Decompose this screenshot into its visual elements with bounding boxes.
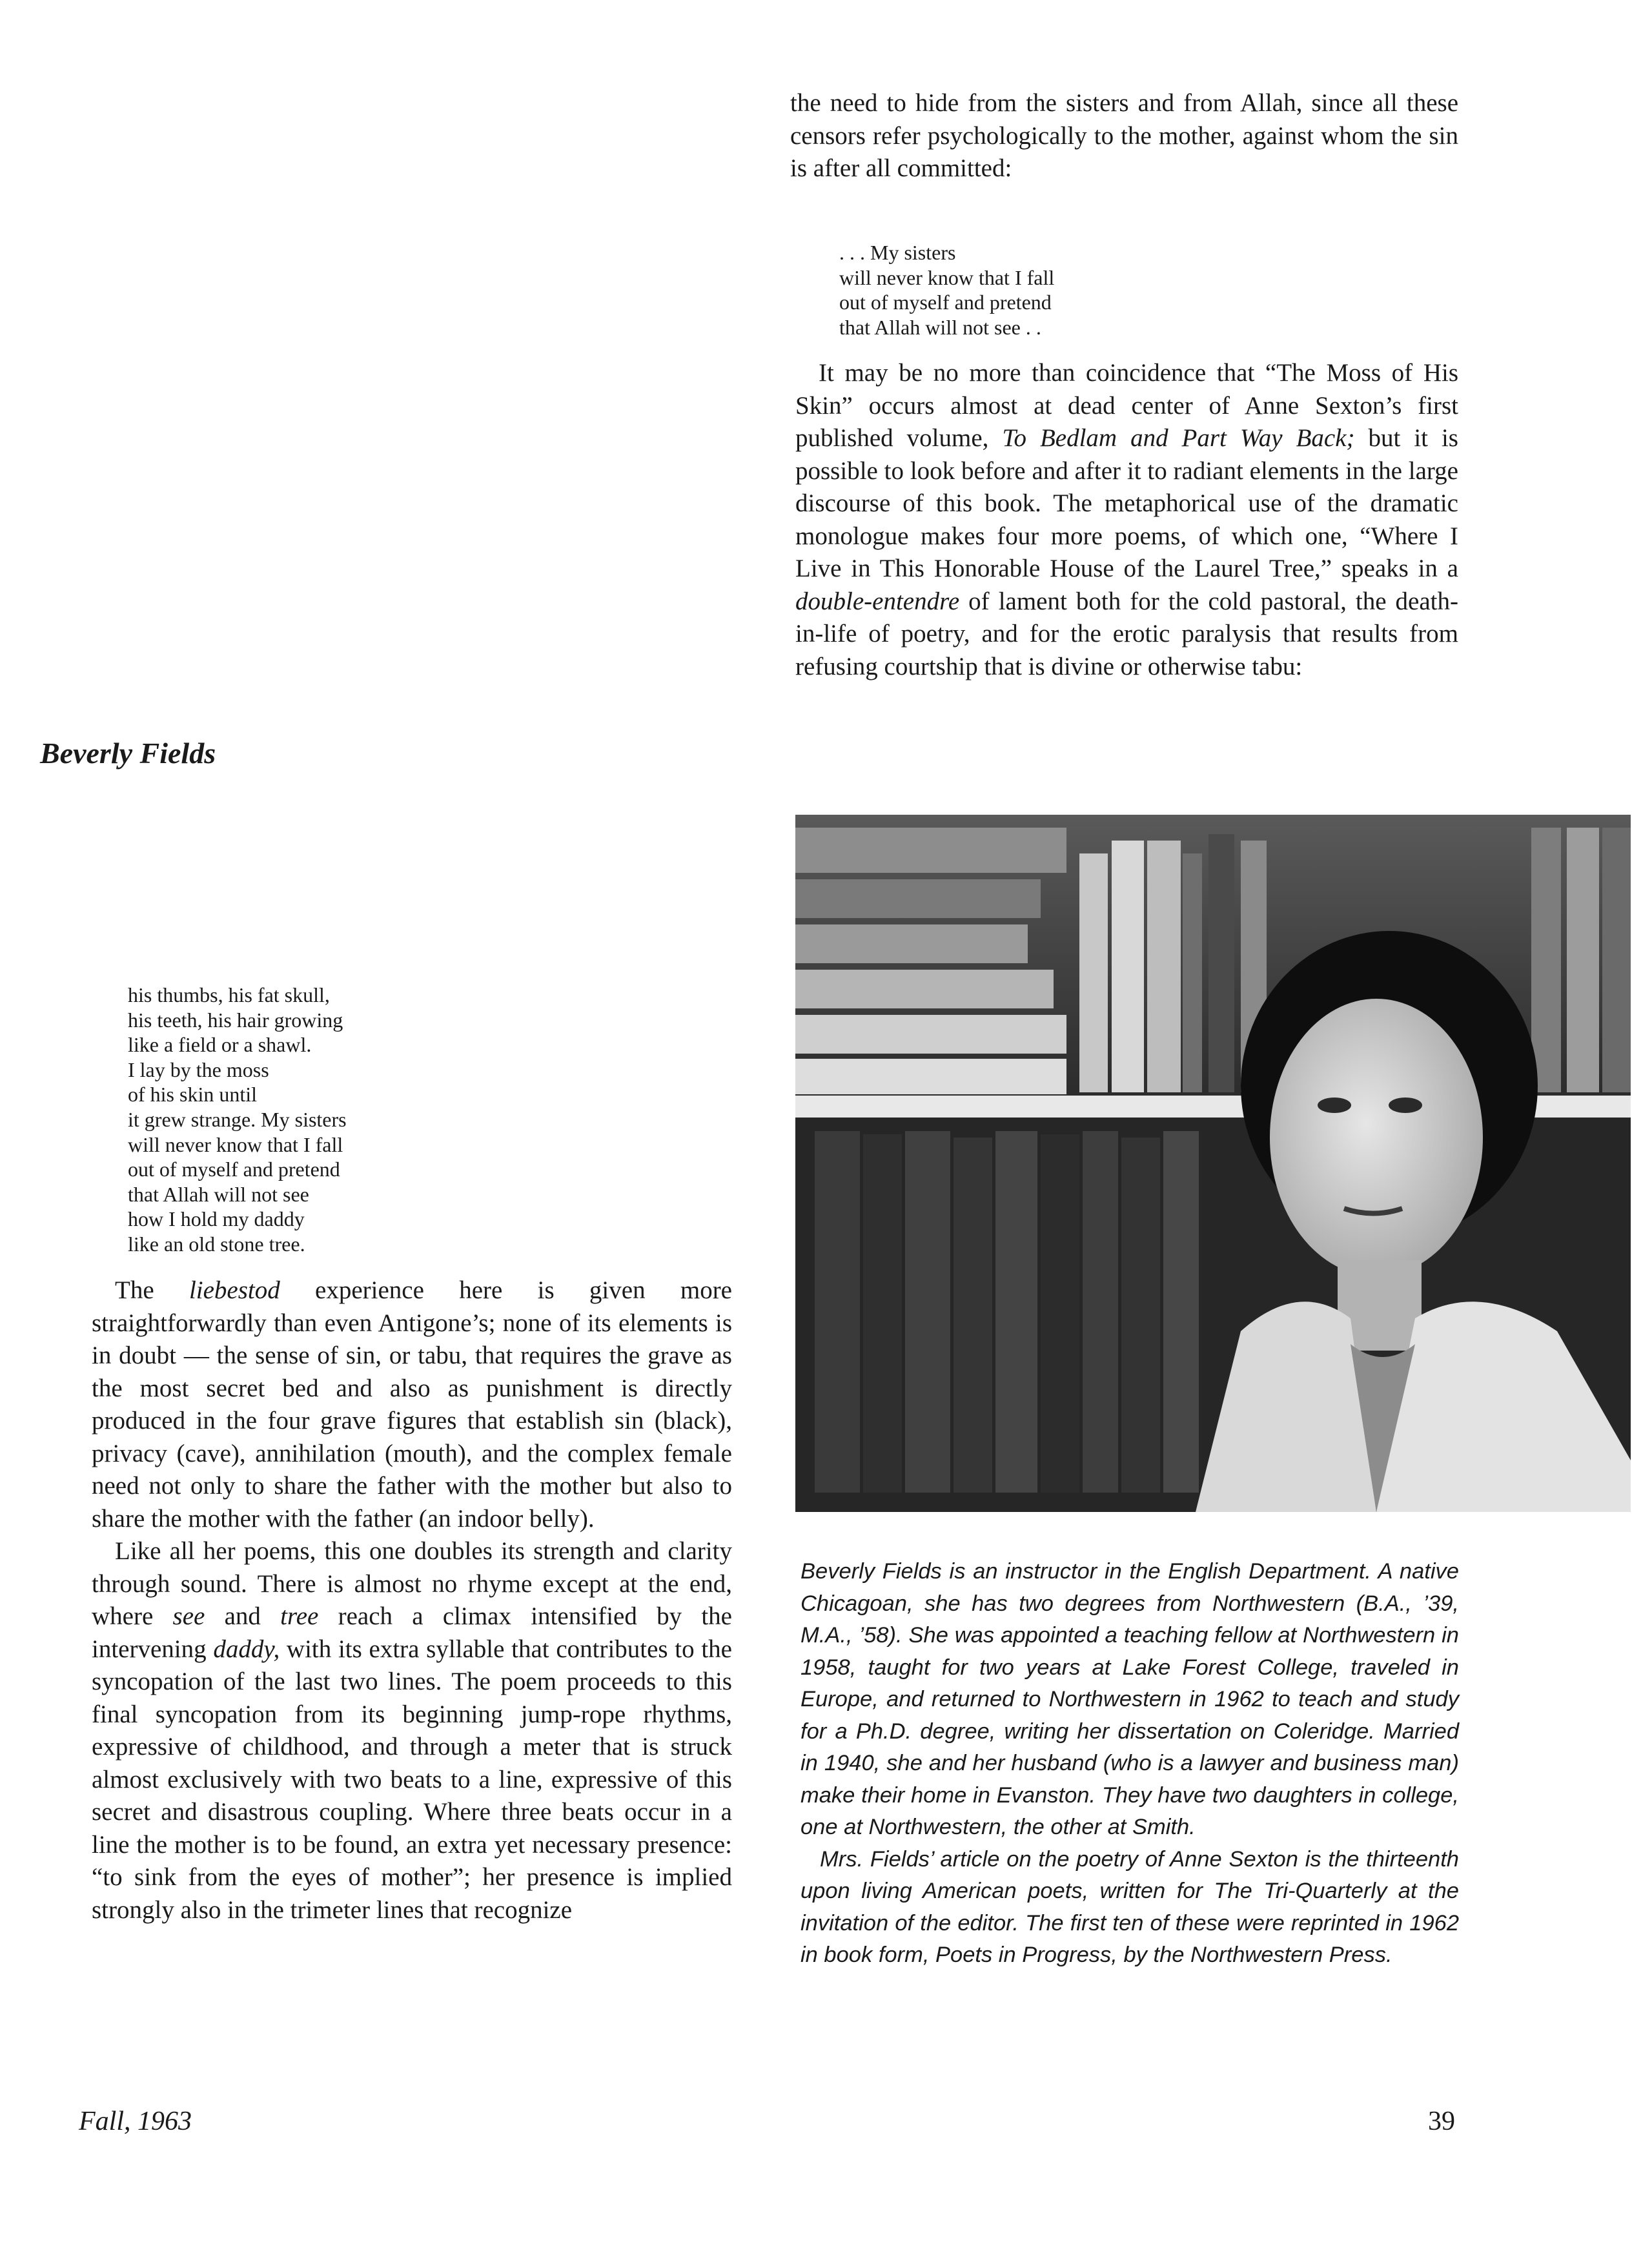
right-column-paragraph: [795, 357, 1458, 683]
left-column-text: [92, 1274, 732, 1926]
author-photo: [795, 815, 1631, 1512]
verse-line: will never know that I fall: [128, 1132, 343, 1156]
text-run: It may be no more than coincidence that “The Moss of His Skin” occurs almost at dead center of Anne Sexton’s first published volume,: [795, 359, 1458, 452]
italic-word: daddy,: [213, 1635, 280, 1663]
text-run: and: [205, 1602, 281, 1630]
page-number: 39: [1428, 2107, 1455, 2136]
text-run: with its extra syllable that contributes to the syncopation of the last two lines. The poem proceeds to this final syncopation from its beginning jump-rope rhythms, expressive of childhood, and through a meter that is struck almost exclusively with two beats to a line, expressive of this secret and disastrous coupling. Where three beats occur in a line the mother is to be found, an extra yet necessary presence: “to sink from the eyes of mother”; her presence is implied strongly also in the trimeter lines that recognize: [92, 1635, 732, 1924]
text-run: The: [115, 1276, 189, 1304]
verse-line: his thumbs, his fat skull,: [128, 983, 330, 1006]
verse-line: that Allah will not see: [128, 1182, 309, 1206]
issue-date: Fall, 1963: [79, 2107, 192, 2136]
text-run: but it is possible to look before and after it to radiant elements in the large discourse of this book. The metaphorical use of the dramatic monologue makes four more poems, of which one, “Where I Live in This Honorable House of the Laurel Tree,” speaks in a: [795, 424, 1458, 582]
italic-term: liebestod: [189, 1276, 280, 1304]
verse-line: out of myself and pretend: [839, 291, 1052, 314]
verse-line: I lay by the moss: [128, 1057, 269, 1081]
right-verse-quote: [839, 240, 1291, 340]
coincidence-paragraph: [795, 357, 1458, 683]
book-title: To Bedlam and Part Way Back;: [1002, 424, 1355, 452]
verse-line: his teeth, his hair growing: [128, 1008, 343, 1032]
verse-line: of his skin until: [128, 1083, 258, 1107]
portrait-illustration: [795, 815, 1631, 1512]
italic-word: tree: [280, 1602, 319, 1630]
text-run: of lament both for the cold pastoral, the death-in-life of poetry, and for the erotic paralysis that results from refusing courtship that is divine or otherwise tabu:: [795, 587, 1458, 680]
sound-paragraph: [92, 1535, 732, 1926]
verse-line: like a field or a shawl.: [128, 1033, 312, 1057]
verse-line: how I hold my daddy: [128, 1207, 305, 1231]
author-byline: Beverly Fields: [40, 737, 216, 770]
verse-line: it grew strange. My sisters: [128, 1107, 347, 1131]
verse-line: like an old stone tree.: [128, 1232, 305, 1256]
italic-word: see: [172, 1602, 205, 1630]
verse-line: . . . My sisters: [839, 241, 956, 264]
verse-line: will never know that I fall: [839, 265, 1055, 289]
text-run: experience here is given more straightforwardly than even Antigone’s; none of its elements is in doubt — the sense of sin, or tabu, that requires the grave as the most secret bed and also as punishment is directly produced in the four grave figures that establish sin (black), privacy (cave), annihilation (mouth), and the complex female need not only to share the father with the mother but also to share the mother with the father (an indoor belly).: [92, 1276, 732, 1533]
bio-paragraph: Beverly Fields is an instructor in the English Department. A native Chicagoan, she has two degrees from Northwestern (B.A., ’39, M.A., ’58). She was appointed a teaching fellow at Northwestern in 1958, taught for two years at Lake Forest College, traveled in Europe, and returned to Northwestern in 1962 to teach and study for a Ph.D. degree, writing her dissertation on Coleridge. Married in 1940, she and her husband (who is a lawyer and business man) make their home in Evanston. They have two daughters in college, one at Northwestern, the other at Smith.: [801, 1559, 1459, 1839]
continuation-paragraph: the need to hide from the sisters and from Allah, since all these censors refer psychologically to the mother, against whom the sin is after all committed:: [790, 89, 1458, 182]
left-verse-quote: [128, 983, 515, 1257]
verse-line: out of myself and pretend: [128, 1158, 340, 1181]
verse-line: that Allah will not see . .: [839, 315, 1041, 339]
article-note-paragraph: Mrs. Fields’ article on the poetry of Anne Sexton is the thirteenth upon living American poets, written for The Tri-Quarterly at the invitation of the editor. The first ten of these were reprinted in 1962 in book form, Poets in Progress, by the Northwestern Press.: [801, 1846, 1459, 1967]
text-run: Like all her poems, this one doubles its strength and clarity through sound. There is almost no rhyme except at the end, where: [92, 1537, 732, 1630]
text-run: reach a climax intensified by the intervening: [92, 1602, 732, 1663]
italic-term: double-entendre: [795, 587, 960, 615]
liebestod-paragraph: [92, 1274, 732, 1535]
author-bio-caption: [801, 1556, 1459, 1972]
right-column-top-paragraph: [790, 87, 1458, 185]
